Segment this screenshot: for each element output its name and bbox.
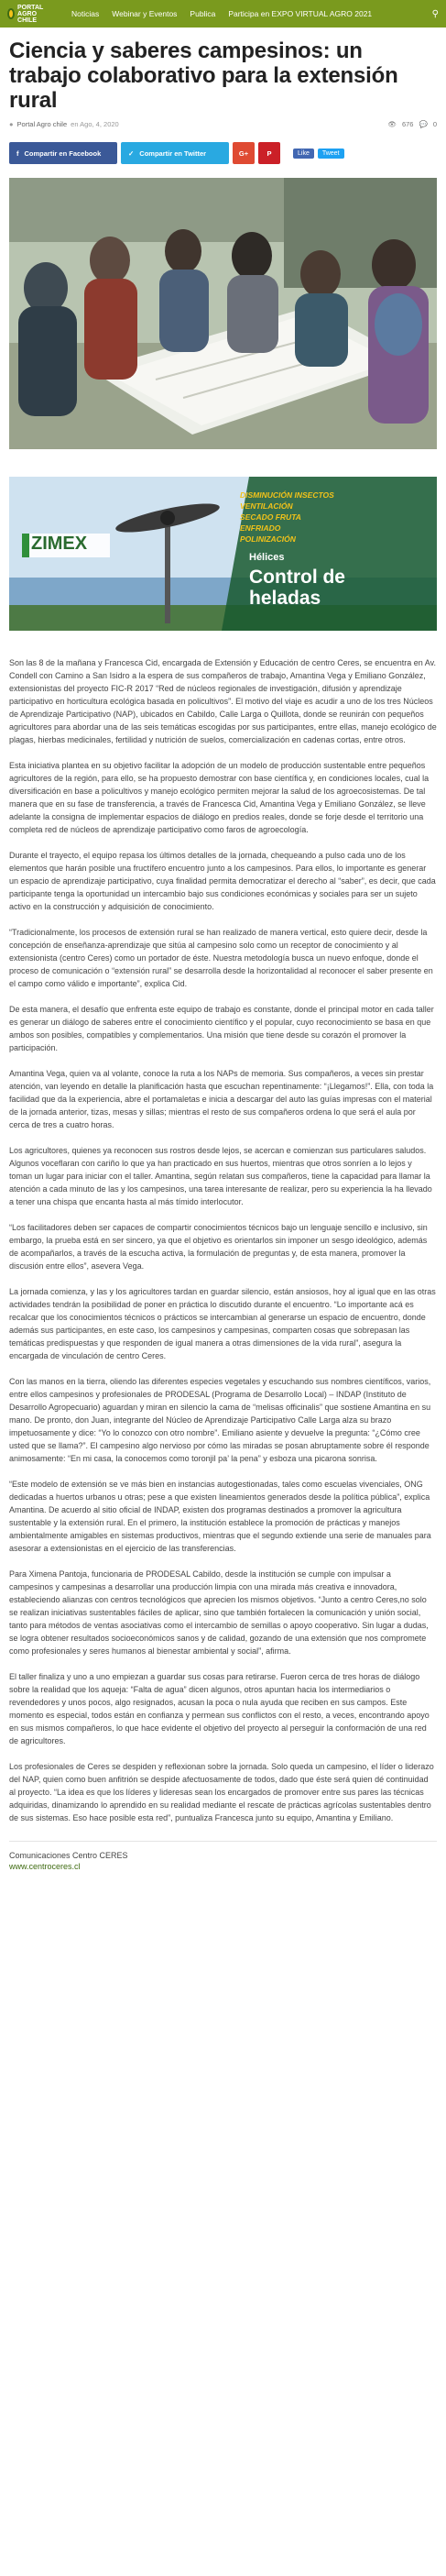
body-paragraph: Los profesionales de Ceres se despiden y reflexionan sobre la jornada. Solo queda un campesino, el líder o liderazo del NAP, quien como buen anfitrión se despide afectuosamente de todos, dado que éste será quien dé continuidad al proyecto. “La idea es que los líderes y lideresas sean los encargados de promover entre sus pares las técnicas adquiridas, dinamizando lo aprendido en su realidad mediante el rescate de prácticas agrícolas sustentables dentro de sus sistemas. Eso hace posible esta red”, puntualiza Francesca junto su equipo, Amantina y Emiliano.: [9, 1762, 434, 1822]
share-bar: [9, 141, 437, 165]
search-icon[interactable]: ⚲: [431, 8, 439, 19]
body-paragraph: Con las manos en la tierra, oliendo las diferentes especies vegetales y escuchando sus nombres científicos, varios, entre ellos campesinos y profesionales de PRODESAL (Programa de Desarrollo Local) – INDAP (Instituto de Desarrollo Agropecuario) aguardan y miran en silencio la cama de “melisas officinalis” que sostiene Amantina en su mano. De pronto, don Juan, integrante del Núcleo de Aprendizaje Participativo Calle Larga alza su brazo impetuosamente y dice: “Yo lo conozco con otro nombre”. Emiliano asiente y devuelve la pregunta: “¿Cómo cree usted que se llama?”. El campesino algo nervioso por cómo las miradas se posan abruptamente sobre él responde animosamente: “En mi casa, la conocemos como toronjil pa’ la pena” y esboza una picarona sonrisa.: [9, 1377, 431, 1463]
banner-feature-list: [240, 490, 334, 545]
share-twitter-label: Compartir en Twitter: [139, 149, 207, 158]
banner-title: [249, 567, 345, 609]
banner-item: VENTILACIÓN: [240, 501, 293, 511]
nav-item-expo[interactable]: Participa en EXPO VIRTUAL AGRO 2021: [228, 9, 373, 18]
advertisement-banner[interactable]: [9, 477, 437, 631]
article-photo: [9, 178, 437, 449]
share-twitter-button[interactable]: [121, 142, 229, 164]
site-logo[interactable]: [7, 4, 51, 24]
views-icon: 👁: [387, 120, 397, 128]
twitter-icon: ✓: [128, 149, 135, 158]
pinterest-icon: P: [267, 149, 272, 158]
body-paragraph: Esta iniciativa plantea en su objetivo facilitar la adopción de un modelo de producción sustentable entre pequeños agricultores de la región, para ello, se ha propuesto demostrar con base científica y, en condiciones locales, cual la diversificación en base a policultivos y manejo ecológico permiten mejorar la salud de los agroecosistemas. De tal manera que en su fase de transferencia, a través de Francesca Cid, Amantina Vega y Emiliano González, se lleve adelante la consigna de implementar espacios de diálogo en predios reales, donde se forje desde el territorio una completa red de núcleos de aprendizaje participativo como faros de agroecología.: [9, 761, 430, 834]
body-paragraph: “Este modelo de extensión se ve más bien en instancias autogestionadas, tales como escuelas vivenciales, ONG dedicadas a huertos urbanos u otras; pese a que existen lineamientos generados desde la política pública”, explica Amantina. De acuerdo al sitio oficial de INDAP, existen dos programas destinados a promover la agricultura sustentable y la extensión rural. En el primero, la institución establece la promoción de prácticas y manejos ambientalmente amigables en sistemas productivos, mientras que el segundo extiende una serie de manuales para asesorar a extensionistas en el ejercicio de las transferencias.: [9, 1480, 431, 1553]
nav-item-webinar[interactable]: Webinar y Eventos: [112, 9, 178, 18]
nav-item-noticias[interactable]: Noticias: [71, 9, 100, 18]
body-paragraph: Los agricultores, quienes ya reconocen sus rostros desde lejos, se acercan e comienzan sus particulares saludos. Algunos voceflaran con cariño lo que ya han practicado en sus huertos, mientras que otros sonríen a lo lejos y toman un lugar para iniciar con el taller. Amantina, según relatan sus compañeros, tiene la capacidad para llamar la atención a cada minuto de las y los campesinos, una tarea interesante de realizar, pero su experiencia la ha llevado a tener una chispa que encanta hasta al más tímido interlocutor.: [9, 1146, 432, 1206]
banner-title-line2: heladas: [249, 588, 321, 609]
logo-text: PORTAL AGRO CHILE: [17, 4, 44, 24]
facebook-icon: f: [16, 149, 19, 158]
banner-item: DISMINUCIÓN INSECTOS: [240, 490, 334, 500]
banner-brand: ZIMEX: [31, 534, 88, 554]
body-paragraph: La jornada comienza, y las y los agricultores tardan en guardar silencio, están ansiosos, hoy al igual que en las otras actividades tendrán la posibilidad de poner en práctica lo discutido durante el encuentro. “Lo importante acá es recalcar que los conocimientos técnicos o prácticos se intercambian al generarse un espacio de encuentro, donde además sus participantes, en este caso, los campesinos y campesinas, comparten cosas que sobrepasan las temáticas predispuestas y que responden de igual manera a otras dimensiones de la vida rural”, asegura la encargada de vinculación de centro Ceres.: [9, 1287, 436, 1360]
article-stats: [387, 120, 437, 128]
like-button[interactable]: Like: [293, 149, 314, 159]
body-paragraph: “Tradicionalmente, los procesos de extensión rural se han realizado de manera vertical, esto quiere decir, desde la concepción de enseñanza-aprendizaje que sitúa al campesino solo como un receptor de conocimiento y al extensionista (centro Ceres) como un portador de éste. Nuestra metodología busca un nuevo enfoque, donde el proceso de comunicación o “extensión rural” se desarrolla desde la horizontalidad al reconocer el saber presente en el campo como válido e importante”, explica Cid.: [9, 928, 433, 988]
article-body: [9, 656, 437, 1824]
google-plus-icon: G+: [238, 149, 249, 158]
banner-item: ENFRIADO: [240, 523, 281, 533]
banner-item: SECADO FRUTA: [240, 512, 301, 522]
banner-title-line1: Control de: [249, 567, 345, 588]
credit-link[interactable]: www.centroceres.cl: [9, 1862, 81, 1871]
social-mini-buttons: [293, 149, 344, 159]
tweet-button[interactable]: Tweet: [318, 149, 344, 159]
views-count: 676: [401, 120, 414, 128]
banner-item: POLINIZACIÓN: [240, 534, 296, 544]
comments-icon: 💬: [419, 120, 428, 128]
main-menu: [71, 9, 372, 18]
credit-text: Comunicaciones Centro CERES: [9, 1851, 128, 1860]
author-name[interactable]: Portal Agro chile: [16, 120, 68, 128]
share-facebook-button[interactable]: [9, 142, 117, 164]
top-navigation-bar: [0, 0, 446, 28]
body-paragraph: Son las 8 de la mañana y Francesca Cid, encargada de Extensión y Educación de centro Ceres, se encuentra en Av. Condell con Camino a San Isidro a la espera de sus compañeros de trabajo, Amantina Vega y Emiliano González, extensionistas del proyecto FIC-R 2017 “Red de núcleos regionales de investigación, difusión y aprendizaje participativo en horticultura ecológica basada en policultivos”. El motivo del viaje es acudir a uno de los tres Núcleos de Aprendizaje Participativo (NAP), ubicados en Cabildo, Calle Larga o Quillota, donde se reunirán con pequeños agricultores para abordar una de las seis temáticas escogidas por sus participantes, entre ellas, manejo ecológico de plagas, hierbas medicinales, fertilidad y nutrición de suelos, comercialización en cadenas cortas, entre otros.: [9, 658, 437, 744]
author-icon: ●: [9, 120, 14, 128]
logo-mark: [7, 8, 15, 19]
publish-date: en Ago, 4, 2020: [71, 120, 119, 128]
article-credit: [9, 1841, 437, 1871]
body-paragraph: De esta manera, el desafío que enfrenta este equipo de trabajo es constante, donde el principal motor en cada taller es generar un diálogo de saberes entre el conocimiento científico y el popular, cuyo reconocimiento se basa en que ambos son posibles, compatibles y complementarios. Una misión que tiene desde su corazón el promover la participación.: [9, 1005, 434, 1052]
body-paragraph: “Los facilitadores deben ser capaces de compartir conocimientos técnicos bajo un lenguaje sencillo e inclusivo, sin embargo, la prueba está en ser sincero, ya que el objetivo es orientarlos sin imponer un sesgo ideológico, además de acompañarlos, a través de la escucha activa, la formulación de preguntas y, de esta manera, promover la discusión entre ellos”, asevera Vega.: [9, 1223, 428, 1271]
body-paragraph: El taller finaliza y uno a uno empiezan a guardar sus cosas para retirarse. Fueron cerca de tres horas de diálogo sobre la realidad que los aqueja: “Falta de agua” dicen algunos, otros apuntan hacia los intermediarios o revendedores y unos pocos, algo resignados, acusan la poca o nula ayuda que reciben en sus campos. Este momento es especial, todos están en confianza y permean sus conflictos con el resto, a veces, encontrando apoyo en sus mismos compañeros, lo que hace evidente el objetivo del proyecto al perseguir la conformación de una red de agricultores.: [9, 1672, 430, 1745]
body-paragraph: Para Ximena Pantoja, funcionaria de PRODESAL Cabildo, desde la institución se cumple con impulsar a campesinos y campesinas a desarrollar una producción limpia con una mirada más creativa e innovadora, estableciendo alianzas con centros tecnológicos que aprecien los mismos objetivos. “Junto a centro Ceres,no solo se realizan iniciativas sustentables fáciles de aplicar, sino que también fortalecen la comunicación y unión social, tanto para métodos de ventas asociativas como el intercambio de semillas o apoyo cooperativo. Sin lugar a dudas, se logra obtener resultados socioeconómicos sanos y de calidad, gozando de una extensión que nos compromete como profesionales y seres humanos al bienestar ambiental y social”, afirma.: [9, 1569, 429, 1656]
comments-count: 0: [432, 120, 437, 128]
body-paragraph: Durante el trayecto, el equipo repasa los últimos detalles de la jornada, chequeando a pulso cada uno de los elementos que harán posible una fructífero encuentro junto a los campesinos. Para ellos, lo importante es generar un espacio de aprendizaje participativo, cuya finalidad permita democratizar el derecho al “saber”, es decir, que cada participante tenga la oportunidad un intercambio bajo sus condiciones económicas y sociales para ser un sujeto activo en la construcción y adquisición de conocimiento.: [9, 851, 436, 911]
article-container: [0, 28, 446, 1871]
body-paragraph: Amantina Vega, quien va al volante, conoce la ruta a los NAPs de memoria. Sus compañeros, a veces sin prestar atención, van leyendo en detalle la planificación hasta que escuchan repentinamente: “¡Llegamos!”. Ella, con toda la facilidad que da la experiencia, abre el portamaletas e inicia a descargar del auto las guías impresas con el material de la jornada anterior, tizas, mesas y sillas; mientras el resto de sus compañeros ordena lo que será el aula por cerca de tres a cuatro horas.: [9, 1069, 434, 1129]
google-plus-button[interactable]: [233, 142, 255, 164]
article-meta: [9, 120, 437, 128]
workshop-photo-illustration: [9, 178, 437, 449]
share-facebook-label: Compartir en Facebook: [24, 149, 102, 158]
nav-item-publica[interactable]: Publica: [190, 9, 216, 18]
article-title: Ciencia y saberes campesinos: un trabajo colaborativo para la extensión rural: [9, 39, 398, 113]
pinterest-button[interactable]: [258, 142, 280, 164]
banner-subtitle: Hélices: [249, 552, 285, 563]
